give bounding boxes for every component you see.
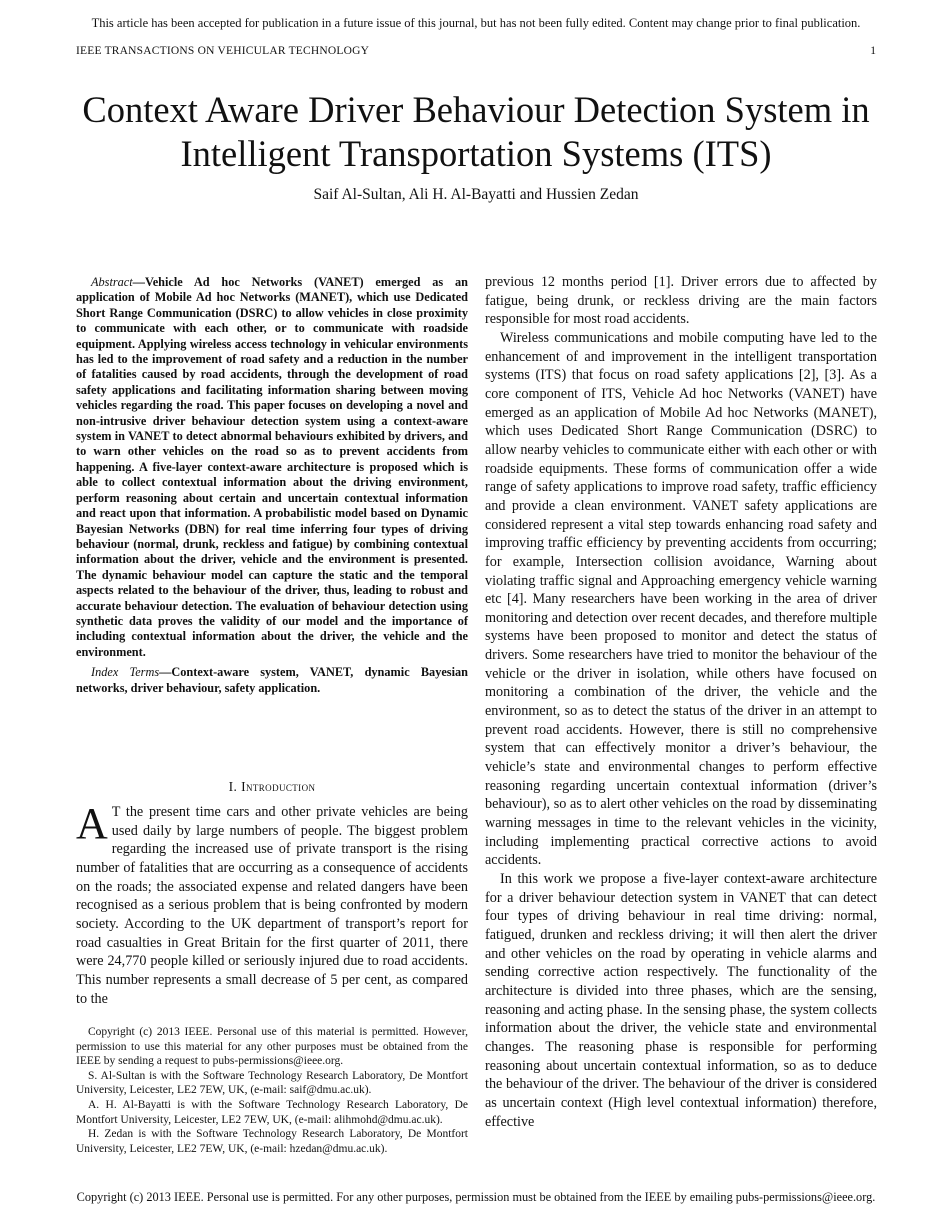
footnote-copyright: Copyright (c) 2013 IEEE. Personal use of this material is permitted. However, permission to use this material for any other purposes must be obtained from the IEEE by sending a request to pubs-permissions@ieee.org. [76,1026,468,1068]
footnotes [76,1025,468,1156]
index-terms-label: Index Terms [91,665,160,680]
footnote-author-2: A. H. Al-Bayatti is with the Software Technology Research Laboratory, De Montfort University, Leicester, LE2 7EW, UK, (e-mail: alihmohd@dmu.ac.uk). [76,1098,468,1126]
authors: Saif Al-Sultan, Ali H. Al-Bayatti and Hussien Zedan [313,186,639,203]
section-heading [76,779,468,795]
copyright-footer: Copyright (c) 2013 IEEE. Personal use is permitted. For any other purposes, permission must be obtained from the IEEE by emailing pubs-permissions@ieee.org. [76,1190,876,1204]
abstract-label: Abstract [91,275,133,289]
section-title: Introduction [241,779,316,794]
body-paragraph: In this work we propose a five-layer context-aware architecture for a driver behaviour detection system in VANET that can detect four types of driving behaviour in real time driving: normal, fatigued, drunken and reckless driving; it will then alert the driver and other vehicles on the road by operating in vehicle alarms and sending corrective action respectively. The functionality of the architecture is divided into three phases, which are the sensing, reasoning and acting phase. In the sensing phase, the system collects information about the driver, the vehicle state and environmental changes. The reasoning phase is responsible for performing reasoning about uncertain contextual information, so as to deduce the behaviour of the driver. The behaviour of the driver is considered as uncertain context (High level contextual information) therefore, effective [485,871,877,1130]
paper-title: Context Aware Driver Behaviour Detection System in Intelligent Transportation Systems (ITS) [82,89,870,174]
abstract-text: —Vehicle Ad hoc Networks (VANET) emerged as an application of Mobile Ad hoc Networks (MANET), which use Dedicated Short Range Communication (DSRC) to allow vehicles in close proximity to communicate with each other, or to communicate with roadside equipment. Applying wireless access technology in vehicular environments has led to the improvement of road safety and a reduction in the number of fatalities caused by road accidents, through the development of road safety applications and facilitating information sharing between moving vehicles regarding the road. This paper focuses on developing a novel and non-intrusive driver behaviour detection system using a context-aware system in VANET to detect abnormal behaviours exhibited by drivers, and to warn other vehicles on the road so as to prevent accidents from happening. A five-layer context-aware architecture is proposed which is able to collect contextual information about the driving environment, perform reasoning about certain and uncertain contextual information and react upon that information. A probabilistic model based on Dynamic Bayesian Networks (DBN) for real time inferring four types of driving behaviour (normal, drunk, reckless and fatigue) by combining contextual information about the driver, vehicle and the environment is presented. The dynamic behaviour model can capture the static and the temporal aspects related to the behaviour of the driver, thus, leading to robust and accurate behaviour detection. The evaluation of behaviour detection using synthetic data proves the validity of our model and the importance of including contextual information about the driver, the vehicle and the environment. [76,275,468,659]
abstract [76,275,468,696]
body-paragraph: previous 12 months period [1]. Driver errors due to affected by fatigue, being drunk, or reckless driving are the main factors responsible for most road accidents. [485,274,877,328]
footnote-author-1: S. Al-Sultan is with the Software Technology Research Laboratory, De Montfort University, Leicester, LE2 7EW, UK, (e-mail: saif@dmu.ac.uk). [76,1069,468,1097]
page-number: 1 [870,45,876,57]
drop-cap: A [76,799,108,848]
publication-notice: This article has been accepted for publication in a future issue of this journal, but has not been fully edited. Content may change prior to final publication. [91,16,861,30]
index-terms-text: —Context-aware system, VANET, dynamic Bayesian networks, driver behaviour, safety application. [76,665,468,695]
body-paragraph: Wireless communications and mobile computing have led to the enhancement of and improvement in the intelligent transportation systems (ITS) that focus on road safety applications [2], [3]. As a core component of ITS, Vehicle Ad hoc Networks (VANET) have emerged as an application of Mobile Ad hoc Networks (MANET), which uses Dedicated Short Range Communication (DSRC) to allow nearby vehicles to communicate either with each other or with roadside equipments. These forms of communication offer a wide range of safety applications to improve road safety, traffic efficiency and provide a clean environment. VANET safety applications are considered represent a vital step towards enhancing road safety and improving traffic efficiency by preventing accidents from occurring; for example, Intersection collision avoidance, Warning about violating traffic signal and Approaching emergency vehicle warning etc [4]. Many researchers have been working in the area of driver monitoring and detection over recent decades, and therefore multiple systems have been proposed to monitor and detect the status of drivers. Some researchers have tried to monitor the behaviour of the vehicle or the driver in isolation, while others have focused on monitoring a combination of the driver, the vehicle and the environment, so as to detect the status of the driver in an attempt to prevent road accidents. However, there is still no comprehensive system that can effectively monitor a driver’s behaviour, the vehicle’s state and environmental changes to perform effective reasoning regarding uncertain contextual information (driver’s behaviour), so as to alert other vehicles on the road by disseminating warning messages in time to the relevant vehicles in the vicinity, including implementing practical corrective actions to avoid accidents. [485,329,877,869]
right-column [485,273,877,1131]
running-header: IEEE TRANSACTIONS ON VEHICULAR TECHNOLOGY [76,45,370,57]
intro-paragraph [76,799,468,1008]
intro-text: T the present time cars and other private vehicles are being used daily by large numbers of people. The biggest problem regarding the increased use of private transport is the rising number of fatalities that are occurring as a consequence of accidents on the roads; the associated expense and related dangers have been recognised as a serious problem that is being confronted by modern society. According to the UK department of transport’s report for road casualties in Great Britain for the first quarter of 2011, there were 24,770 people killed or seriously injured due to road accidents. This number represents a small decrease of 5 per cent, as compared to the [76,804,468,1007]
section-number: I. [228,779,238,794]
footnote-author-3: H. Zedan is with the Software Technology Research Laboratory, De Montfort University, Leicester, LE2 7EW, UK, (e-mail: hzedan@dmu.ac.uk). [76,1128,468,1155]
